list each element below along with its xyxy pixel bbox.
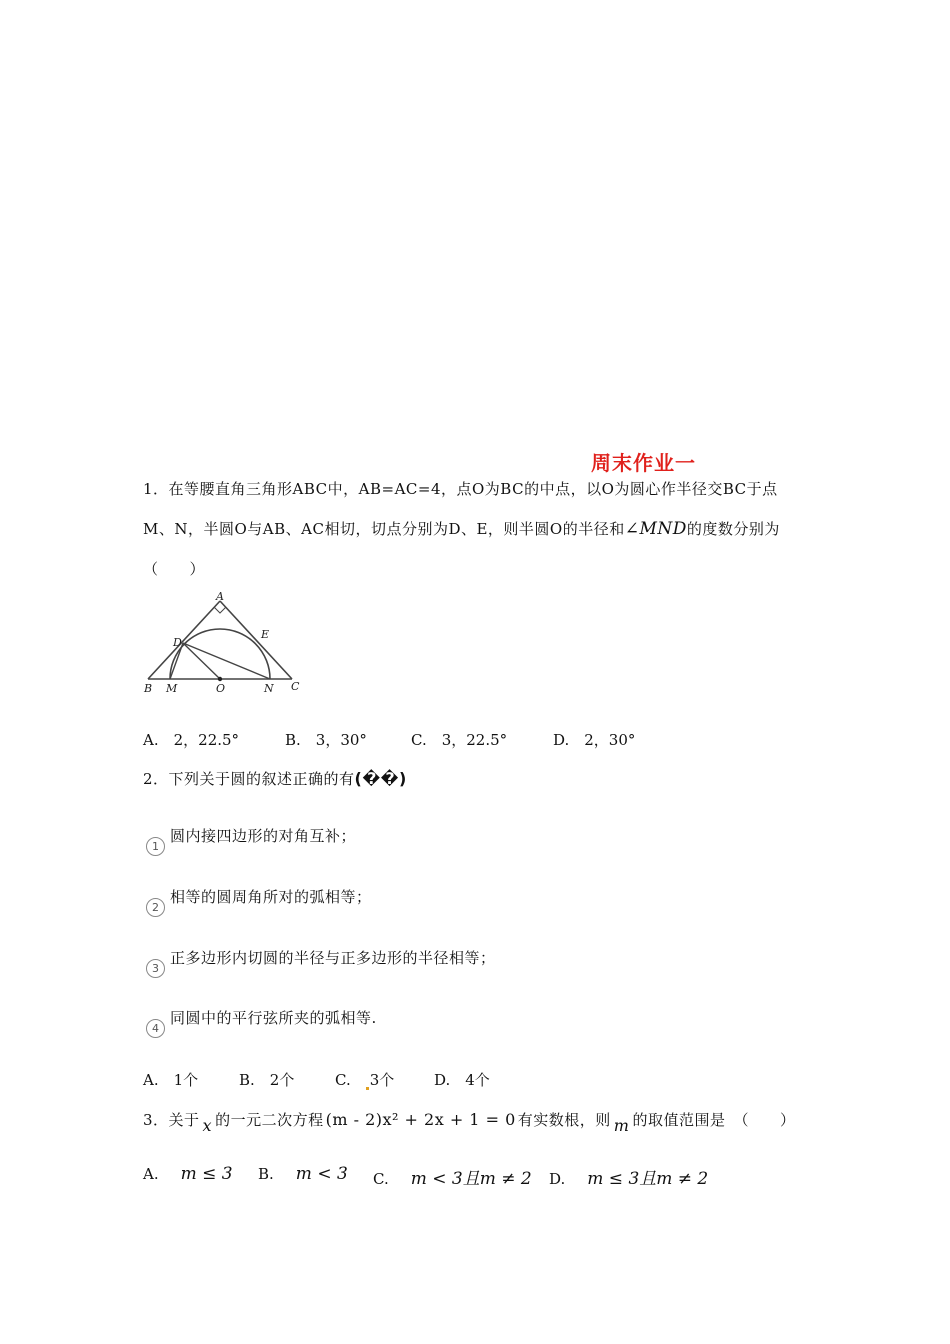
label-c: C [291,680,300,693]
q3-option-d-value: m ≤ 3且m ≠ 2 [587,1169,709,1189]
label-b: B [144,682,153,695]
q2-item-3-text: 正多边形内切圆的半径与正多边形的半径相等； [170,949,496,967]
center-point-o [218,677,222,681]
q1-option-c[interactable]: C. 3，22.5° [411,731,508,749]
label-n: N [264,682,274,695]
q1-line2b: 的度数分别为 [686,520,780,538]
q2-option-d[interactable]: D. 4个 [434,1071,490,1089]
q2-stem-text: 2．下列关于圆的叙述正确的有 [143,770,355,788]
q2-option-b[interactable]: B. 2个 [239,1071,295,1089]
q3-option-c-value: m < 3且m ≠ 2 [410,1169,532,1189]
label-o: O [216,682,226,695]
label-a: A [216,592,224,603]
q1-option-b[interactable]: B. 3，30° [285,731,367,749]
q3-option-d-label: D. [549,1170,566,1188]
q3-option-b-value: m < 3 [295,1164,348,1184]
semicircle-o [170,629,270,679]
side-ab [148,601,220,679]
q2-item-2-number: 2 [146,897,165,917]
q3-option-a-value: m ≤ 3 [180,1164,233,1184]
q3-option-c-label: C. [373,1170,389,1188]
q3-tail: 的取值范围是 （ ） [632,1111,796,1129]
q3-option-b[interactable] [258,1164,348,1184]
q1-paren: （ ） [143,560,206,578]
q3-prefix: 3．关于 [143,1111,200,1129]
label-d: D [173,636,182,649]
q1-option-a[interactable]: A. 2，22.5° [143,731,240,749]
q2-item-1-text: 圆内接四边形的对角互补； [170,827,357,845]
q3-var-x: x [202,1116,213,1135]
q3-var-m: m [613,1116,630,1135]
q3-option-a[interactable] [143,1164,233,1184]
q2-item-4-text: 同圆中的平行弦所夹的弧相等. [170,1009,377,1027]
q1-line2 [143,518,780,539]
q1-line1: 1．在等腰直角三角形ABC中，AB=AC=4，点O为BC的中点，以O为圆心作半径交BC于点 [143,480,778,498]
q3-suffix: 有实数根，则 [517,1111,611,1129]
q2-item-1-number: 1 [146,836,165,856]
q3-option-b-label: B. [258,1165,274,1183]
q3-mid: 的一元二次方程 [215,1111,324,1129]
q3-equation: (m - 2)x² + 2x + 1 = 0 [325,1110,516,1129]
q3-stem [143,1109,796,1135]
q2-option-c[interactable] [335,1069,394,1090]
q2-stem [143,768,407,789]
right-angle-mark [214,607,226,613]
geometry-figure [140,592,325,700]
label-e: E [261,628,270,641]
q2-item-3-number: 3 [146,958,165,978]
side-ac [220,601,292,679]
q1-line2a: M、N，半圆O与AB、AC相切，切点分别为D、E，则半圆O的半径和 [143,520,625,538]
q2-option-c-value: 3个 [369,1071,395,1089]
q1-option-d[interactable]: D. 2，30° [553,731,636,749]
q2-option-a[interactable]: A. 1个 [143,1071,199,1089]
q3-option-a-label: A. [143,1165,159,1183]
segment-do [183,643,220,679]
q2-paren: (��) [354,769,407,788]
q3-option-c[interactable] [373,1164,532,1189]
q3-option-d[interactable] [549,1164,708,1189]
q2-option-c-label: C. [335,1071,366,1089]
q2-item-4-number: 4 [146,1018,165,1038]
stray-mark [366,1087,369,1090]
label-m: M [166,682,178,695]
page-title: 周末作业一 [591,451,696,475]
q1-angle: ∠MND [624,519,687,539]
q2-item-2-text: 相等的圆周角所对的弧相等； [170,888,372,906]
segment-dn [183,643,270,679]
